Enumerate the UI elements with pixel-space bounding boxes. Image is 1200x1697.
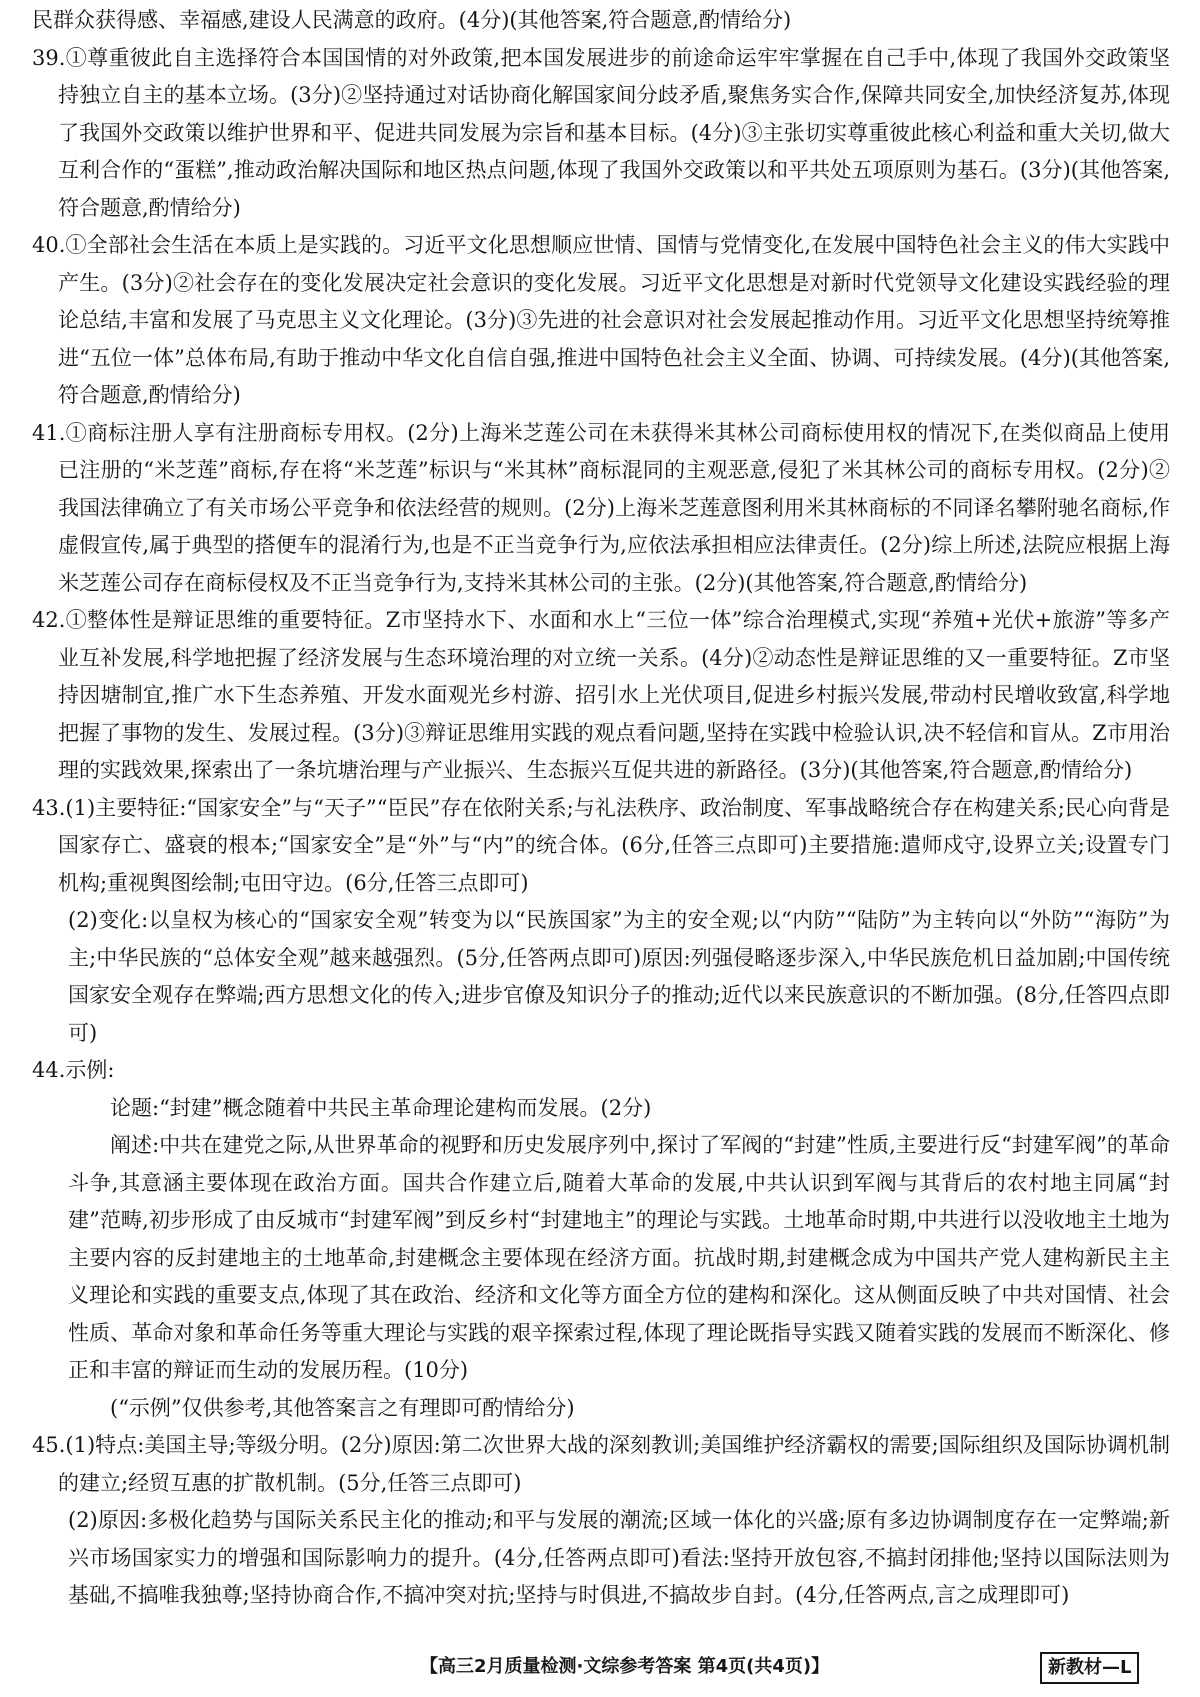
footer-title: 【高三2月质量检测·文综参考答案 第4页(共4页)】 [420,1656,830,1677]
answer-38-continued: 民群众获得感、幸福感,建设人民满意的政府。(4分)(其他答案,符合题意,酌情给分) [32,8,792,32]
answer-39: 39.①尊重彼此自主选择符合本国国情的对外政策,把本国发展进步的前途命运牢牢掌握在自己手中,体现了我国外交政策坚持独立自主的基本立场。(3分)②坚持通过对话协商化解国家间分歧矛盾,聚焦务实合作,保障共同安全,加快经济复苏,体现了我国外交政策以维护世界和平、促进共同发展为宗旨和基本目标。(4分)③主张切实尊重彼此核心利益和重大关切,做大互利合作的“蛋糕”,推动政治解决国际和地区热点问题,体现了我国外交政策以和平共处五项原则为基石。(3分)(其他答案,符合题意,酌情给分) [32,45,1170,220]
answer-44-elaboration: 阐述:中共在建党之际,从世界革命的视野和历史发展序列中,探讨了军阀的“封建”性质,主要进行反“封建军阀”的革命斗争,其意涵主要体现在政治方面。国共合作建立后,随着大革命的发展,中共认识到军阀与其背后的农村地主同属“封建”范畴,初步形成了由反城市“封建军阀”到反乡村“封建地主”的理论与实践。土地革命时期,中共进行以没收地主土地为主要内容的反封建地主的土地革命,封建概念主要体现在经济方面。抗战时期,封建概念成为中国共产党人建构新民主主义理论和实践的重要支点,体现了其在政治、经济和文化等方面全方位的建构和深化。这从侧面反映了中共对国情、社会性质、革命对象和革命任务等重大理论与实践的艰辛探索过程,体现了理论既指导实践又随着实践的发展而不断深化、修正和丰富的辩证而生动的发展历程。(10分) [68,1133,1170,1382]
answer-44-heading: 44.示例: [32,1058,115,1082]
answer-43-part2: (2)变化:以皇权为核心的“国家安全观”转变为以“民族国家”为主的安全观;以“内防”“陆防”为主转向以“外防”“海防”为主;中华民族的“总体安全观”越来越强烈。(5分,任答两点即可)原因:列强侵略逐步深入,中华民族危机日益加剧;中国传统国家安全观存在弊端;西方思想文化的传入;进步官僚及知识分子的推动;近代以来民族意识的不断加强。(8分,任答四点即可) [68,908,1170,1045]
answer-44-thesis: 论题:“封建”概念随着中共民主革命理论建构而发展。(2分) [110,1095,652,1120]
answer-page [32,2,1170,1615]
answer-45-part1: 45.(1)特点:美国主导;等级分明。(2分)原因:第二次世界大战的深刻教训;美国维护经济霸权的需要;国际组织及国际协调机制的建立;经贸互惠的扩散机制。(5分,任答三点即可) [32,1433,1170,1495]
answer-42: 42.①整体性是辩证思维的重要特征。Z市坚持水下、水面和水上“三位一体”综合治理模式,实现“养殖+光伏+旅游”等多产业互补发展,科学地把握了经济发展与生态环境治理的对立统一关系。(4分)②动态性是辩证思维的又一重要特征。Z市坚持因塘制宜,推广水下生态养殖、开发水面观光乡村游、招引水上光伏项目,促进乡村振兴发展,带动村民增收致富,科学地把握了事物的发生、发展过程。(3分)③辩证思维用实践的观点看问题,坚持在实践中检验认识,决不轻信和盲从。Z市用治理的实践效果,探索出了一条坑塘治理与产业振兴、生态振兴互促共进的新路径。(3分)(其他答案,符合题意,酌情给分) [32,608,1170,782]
answer-44-note: (“示例”仅供参考,其他答案言之有理即可酌情给分) [110,1395,575,1420]
edition-badge: 新教材—L [1040,1652,1139,1684]
answer-45-part2: (2)原因:多极化趋势与国际关系民主化的推动;和平与发展的潮流;区域一体化的兴盛;原有多边协调制度存在一定弊端;新兴市场国家实力的增强和国际影响力的提升。(4分,任答两点即可)看法:坚持开放包容,不搞封闭排他;坚持以国际法则为基础,不搞唯我独尊;坚持协商合作,不搞冲突对抗;坚持与时俱进,不搞故步自封。(4分,任答两点,言之成理即可) [68,1508,1170,1607]
answer-43-part1: 43.(1)主要特征:“国家安全”与“天子”“臣民”存在依附关系;与礼法秩序、政治制度、军事战略统合存在构建关系;民心向背是国家存亡、盛衰的根本;“国家安全”是“外”与“内”的统合体。(6分,任答三点即可)主要措施:遣师戍守,设界立关;设置专门机构;重视舆图绘制;屯田守边。(6分,任答三点即可) [32,795,1170,895]
page-footer [0,1650,1200,1684]
answer-40: 40.①全部社会生活在本质上是实践的。习近平文化思想顺应世情、国情与党情变化,在发展中国特色社会主义的伟大实践中产生。(3分)②社会存在的变化发展决定社会意识的变化发展。习近平文化思想是对新时代党领导文化建设实践经验的理论总结,丰富和发展了马克思主义文化理论。(3分)③先进的社会意识对社会发展起推动作用。习近平文化思想坚持统筹推进“五位一体”总体布局,有助于推动中华文化自信自强,推进中国特色社会主义全面、协调、可持续发展。(4分)(其他答案,符合题意,酌情给分) [32,233,1170,407]
answer-41: 41.①商标注册人享有注册商标专用权。(2分)上海米芝莲公司在未获得米其林公司商标使用权的情况下,在类似商品上使用已注册的“米芝莲”商标,存在将“米芝莲”标识与“米其林”商标混同的主观恶意,侵犯了米其林公司的商标专用权。(2分)②我国法律确立了有关市场公平竞争和依法经营的规则。(2分)上海米芝莲意图利用米其林商标的不同译名攀附驰名商标,作虚假宣传,属于典型的搭便车的混淆行为,也是不正当竞争行为,应依法承担相应法律责任。(2分)综上所述,法院应根据上海米芝莲公司存在商标侵权及不正当竞争行为,支持米其林公司的主张。(2分)(其他答案,符合题意,酌情给分) [32,420,1170,595]
